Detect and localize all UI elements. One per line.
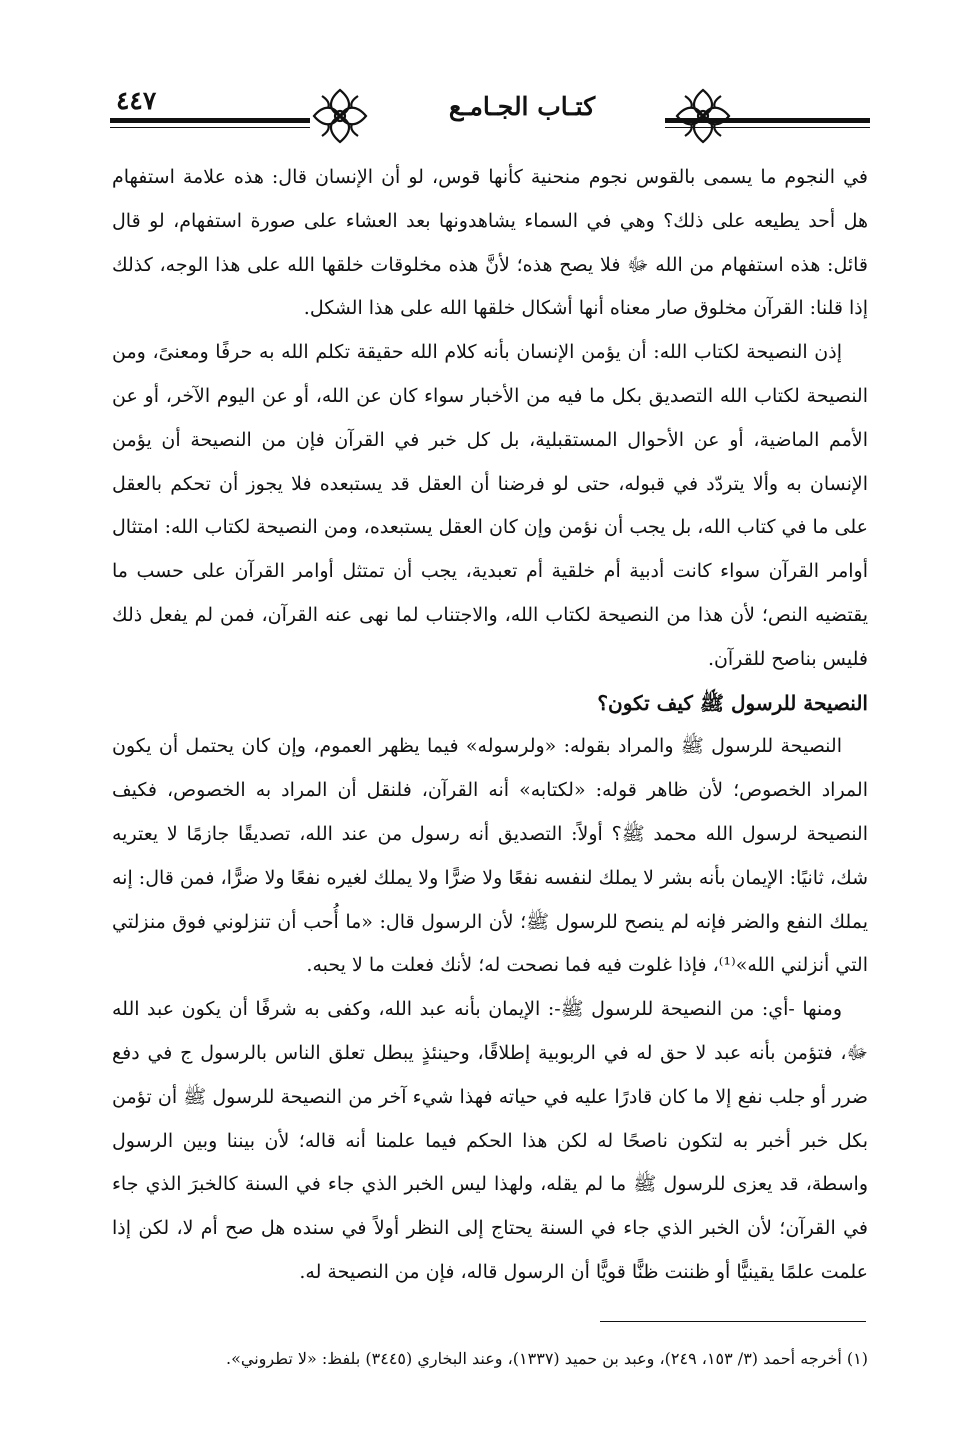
ornament-left-icon (308, 86, 372, 146)
section-heading: النصيحة للرسول ﷺ كيف تكون؟ (597, 690, 868, 715)
paragraph: إذن النصيحة لكتاب الله: أن يؤمن الإنسان بأنه كلام الله حقيقة تكلم الله به حرفًا ومعنىً، ومن النصيحة لكتاب الله التصديق بكل ما فيه من الأخبار سواء كان عن الله، أو عن اليوم الآخر، أو عن الأمم الماضية، أو عن الأحوال المستقبلية، بل كل خبر في القرآن فإن من النصيحة أن يؤمن الإنسان به وألا يتردّد في قبوله، حتى لو فرضنا أن العقل قد يستبعده فلا يجوز أن تحكم بالعقل على ما في كتاب الله، بل يجب أن نؤمن وإن كان العقل يستبعده، ومن النصيحة لكتاب الله: امتثال أوامر القرآن سواء كانت أدبية أم خلقية أم تعبدية، يجب أن تمتثل أوامر القرآن على حسب ما يقتضيه النص؛ لأن هذا من النصيحة لكتاب الله، والاجتناب لما نهى عنه القرآن، فمن لم يفعل ذلك فليس بناصح للقرآن. (112, 341, 868, 670)
page-header (110, 78, 870, 152)
paragraph: ومنها -أي: من النصيحة للرسول ﷺ-: الإيمان بأنه عبد الله، وكفى به شرفًا أن يكون عبد الله ﷻ، فتؤمن بأنه عبد لا حق له في الربوبية إطلاقًا، وحينئذٍ يبطل تعلق الناس بالرسول ج في دفع ضرر أو جلب نفع إلا ما كان قادرًا عليه في حياته فهذا شيء آخر من النصيحة للرسول ﷺ أن تؤمن بكل خبر أخبر به لتكون ناصحًا له لكن هذا الحكم فيما علمنا أنه قاله؛ لأن بيننا وبين الرسول واسطة، قد يعزى للرسول ﷺ ما لم يقله، ولهذا ليس الخبر الذي جاء في السنة كالخبرَ الذي جاء في القرآن؛ لأن الخبر الذي جاء في السنة يحتاج إلى النظر أولاً في سنده هل صح أم لا، لكن إذا علمت علمًا يقينيًّا أو ظننت ظنًّا قويًّا أن الرسول قاله، فإن من النصيحة له. (112, 998, 868, 1283)
ornament-right-icon (671, 86, 735, 146)
footnote: (١) أخرجه أحمد (٣/ ١٥٣، ٢٤٩)، وعبد بن حميد (١٣٣٧)، وعند البخاري (٣٤٤٥) بلفظ: «لا تطروني». (226, 1349, 868, 1368)
paragraph: النصيحة للرسول ﷺ والمراد بقوله: «ولرسوله» فيما يظهر العموم، وإن كان يحتمل أن يكون المراد الخصوص؛ لأن ظاهر قوله: «لكتابه» أنه القرآن، فلنقل أن المراد به الخصوص، فكيف النصيحة لرسول الله محمد ﷺ؟ أولاً: التصديق أنه رسول من عند الله، تصديقًا جازمًا لا يعتريه شك، ثانيًا: الإيمان بأنه بشر لا يملك لنفسه نفعًا ولا ضرًّا ولا يملك لغيره نفعًا ولا ضرًّا، فمن قال: إنه يملك النفع والضر فإنه لم ينصح للرسول ﷺ؛ لأن الرسول قال: «ما أُحب أن تنزلوني فوق منزلتي التي أنزلني الله»⁽¹⁾، فإذا غلوت فيه فما نصحت له؛ لأنك فعلت ما لا يحبه. (112, 735, 868, 977)
page-number: ٤٤٧ (116, 86, 157, 115)
book-title: كتـاب الجـامـع (448, 92, 596, 121)
footnote-separator (600, 1321, 866, 1322)
page-content (112, 156, 868, 1295)
paragraph: في النجوم ما يسمى بالقوس نجوم منحنية كأنها قوس، لو أن الإنسان قال: هذه علامة استفهام هل أحد يطيعه على ذلك؟ وهي في السماء يشاهدونها بعد العشاء على صورة استفهام، لو قال قائل: هذه استفهام من الله ﷻ فلا يصح هذه؛ لأنَّ هذه مخلوقات خلقها الله على هذا الوجه، كذلك إذا قلنا: القرآن مخلوق صار معناه أنها أشكال خلقها الله على هذا الشكل. (112, 166, 868, 320)
